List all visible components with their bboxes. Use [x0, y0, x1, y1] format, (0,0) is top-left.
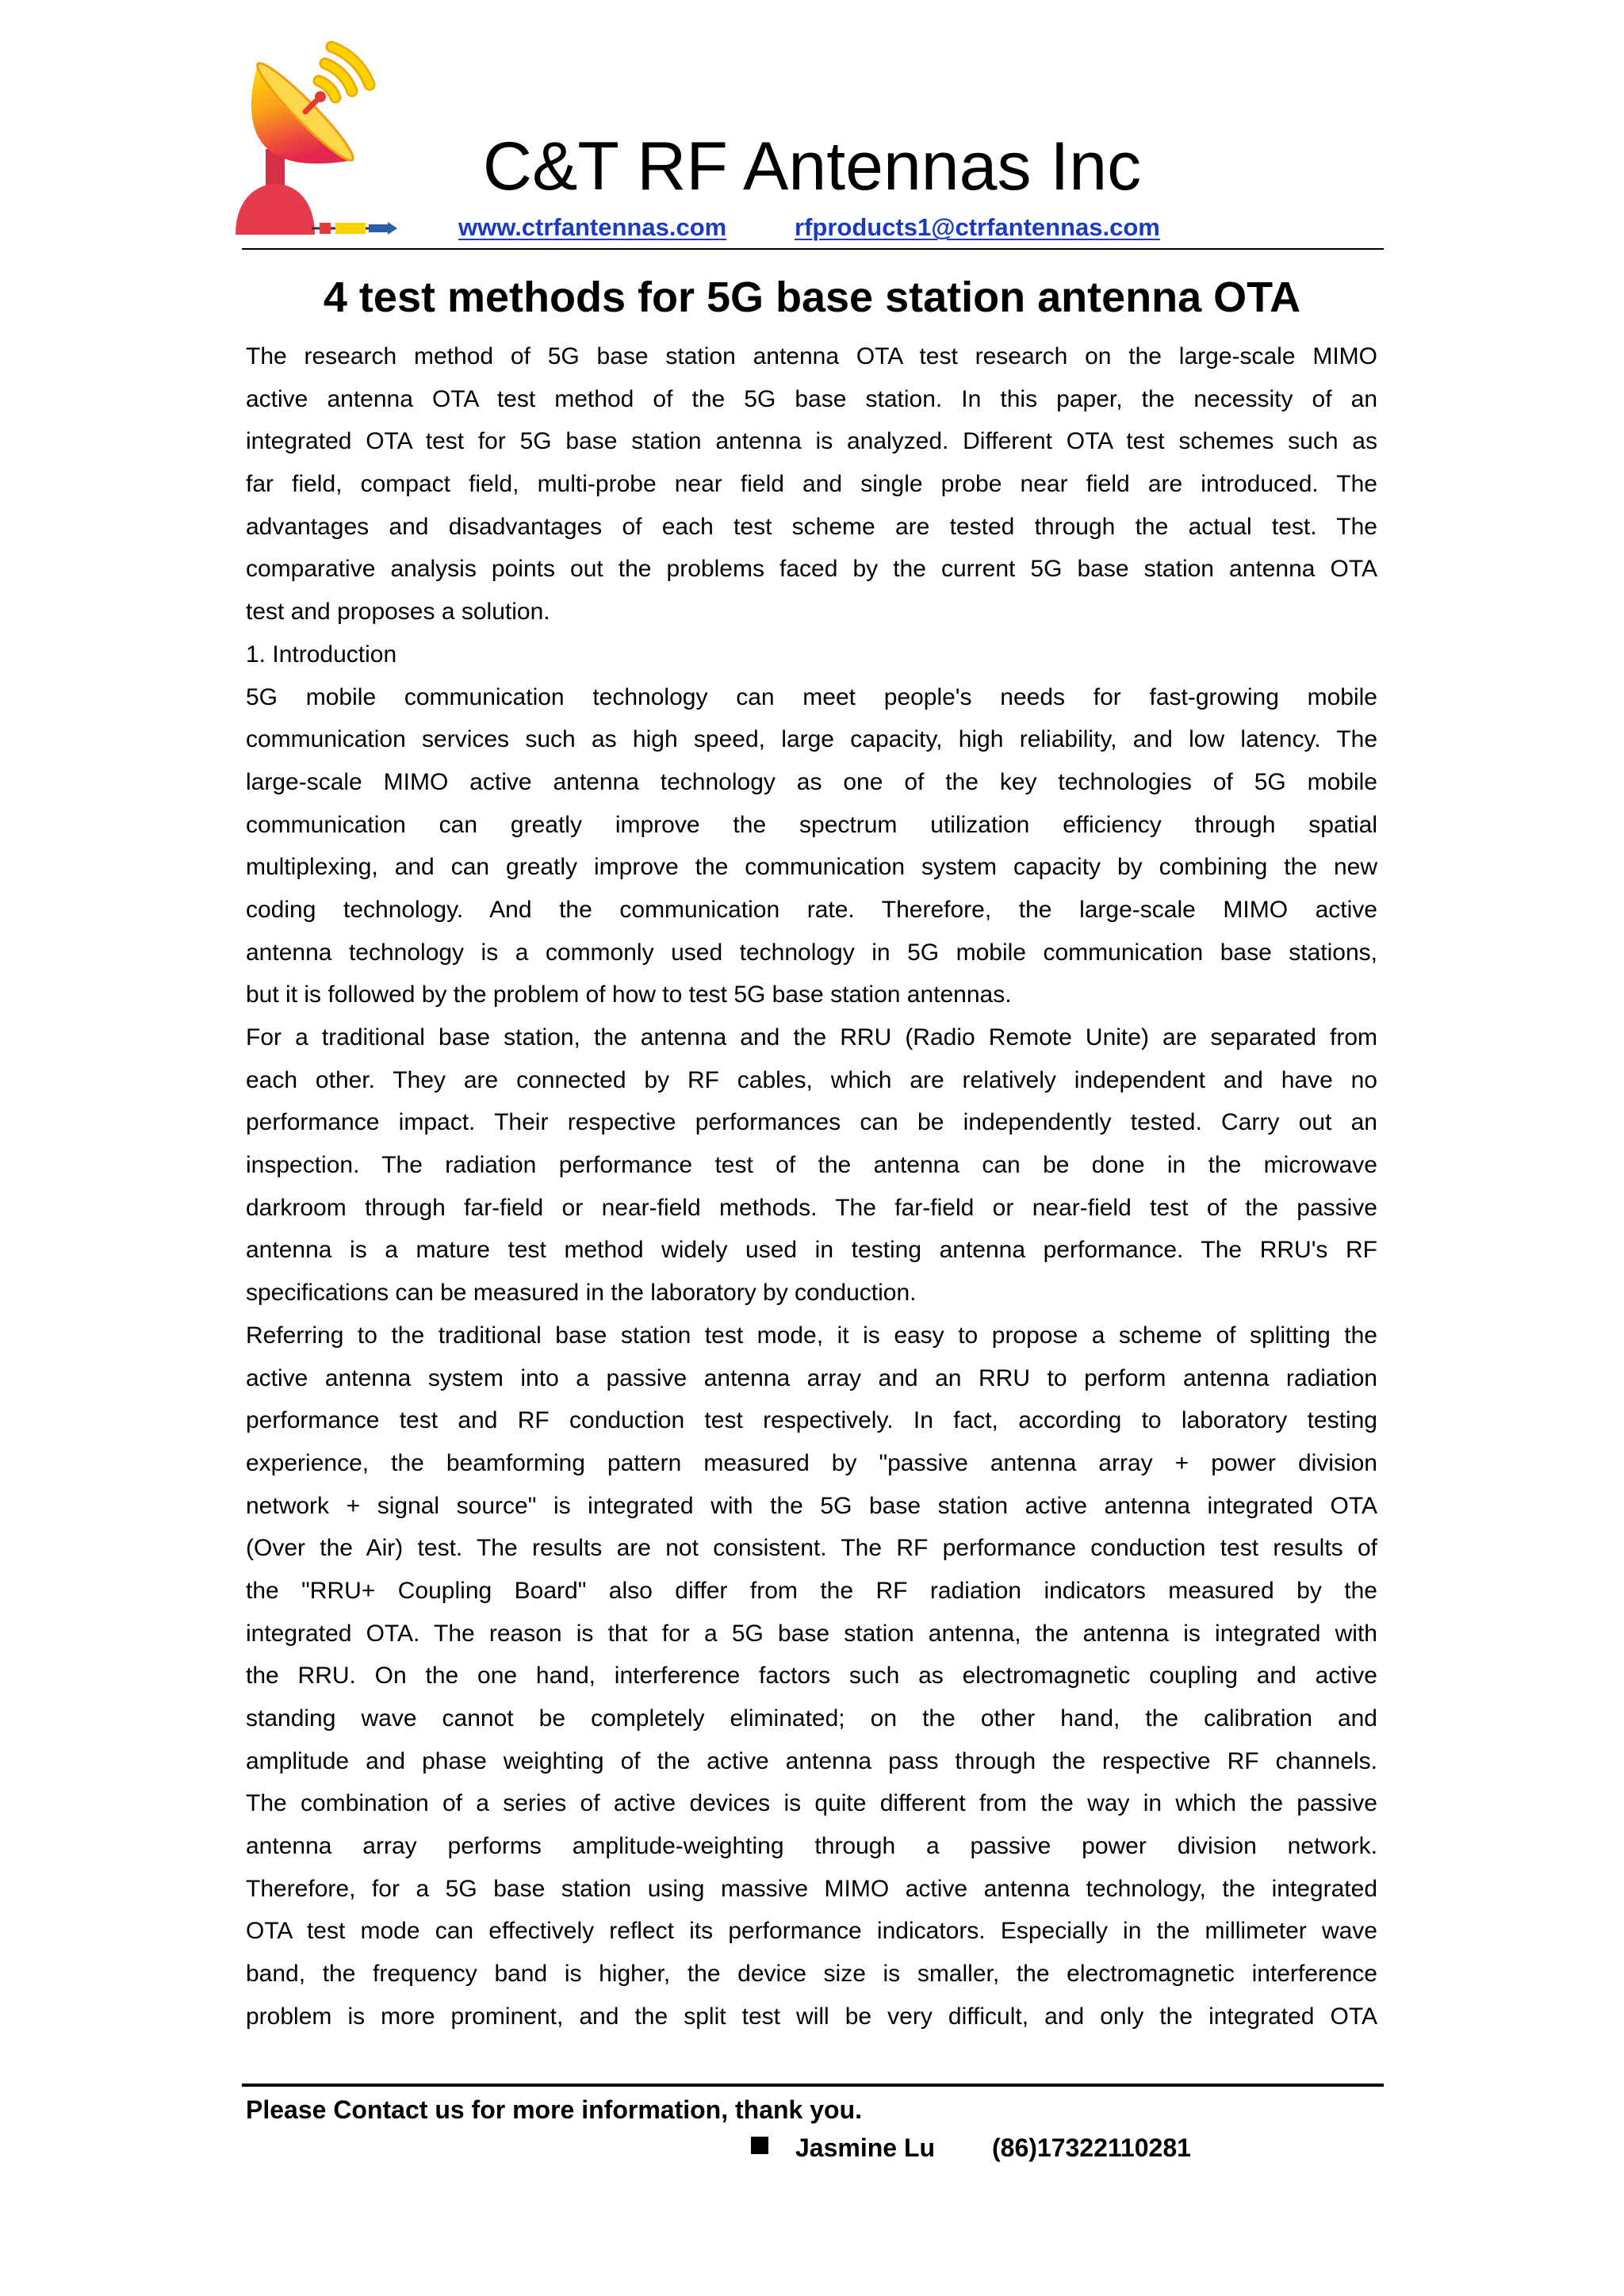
text-line: 5G mobile communication technology can meet people's needs for fast-growing mobile — [246, 683, 1377, 710]
section-heading: 1. Introduction — [246, 641, 397, 668]
text-line: Referring to the traditional base station test mode, it is easy to propose a scheme of splitting the — [246, 1322, 1377, 1349]
text-line: inspection. The radiation performance test of the antenna can be done in the microwave — [246, 1152, 1377, 1179]
cable-icon — [312, 222, 397, 235]
text-line: active antenna system into a passive antenna array and an RRU to perform antenna radiation — [246, 1364, 1377, 1391]
text-line: problem is more prominent, and the split test will be very difficult, and only the integrated OTA — [246, 2003, 1377, 2030]
text-line: coding technology. And the communication rate. Therefore, the large-scale MIMO active — [246, 896, 1377, 923]
body-paragraph — [246, 676, 1377, 1017]
text-line: amplitude and phase weighting of the active antenna pass through the respective RF channels. — [246, 1747, 1377, 1774]
text-line: the RRU. On the one hand, interference factors such as electromagnetic coupling and active — [246, 1663, 1377, 1689]
text-line: For a traditional base station, the antenna and the RRU (Radio Remote Unite) are separated from — [246, 1024, 1377, 1050]
text-line: band, the frequency band is higher, the device size is smaller, the electromagnetic interference — [246, 1961, 1377, 1988]
text-line: active antenna OTA test method of the 5G base station. In this paper, the necessity of an — [246, 385, 1377, 412]
text-line: antenna array performs amplitude-weighting through a passive power division network. — [246, 1833, 1377, 1860]
signal-waves-icon — [319, 47, 370, 98]
text-line: standing wave cannot be completely eliminated; on the other hand, the calibration and — [246, 1705, 1377, 1732]
email-link[interactable]: rfproducts1@ctrfantennas.com — [795, 213, 1160, 241]
text-line: Therefore, for a 5G base station using massive MIMO active antenna technology, the integrated — [246, 1875, 1377, 1902]
contact-phone: (86)17322110281 — [992, 2133, 1191, 2162]
text-line: performance test and RF conduction test respectively. In fact, according to laboratory testing — [246, 1407, 1377, 1434]
text-line: multiplexing, and can greatly improve the communication system capacity by combining the new — [246, 854, 1377, 881]
text-line: The combination of a series of active devices is quite different from the way in which the passive — [246, 1790, 1377, 1817]
text-line: test and proposes a solution. — [246, 599, 550, 626]
text-line: but it is followed by the problem of how to test 5G base station antennas. — [246, 982, 1012, 1008]
text-line: far field, compact field, multi-probe near field and single probe near field are introduced. The — [246, 471, 1377, 498]
text-line: communication services such as high speed, large capacity, high reliability, and low latency. The — [246, 726, 1377, 753]
text-line: OTA test mode can effectively reflect its performance indicators. Especially in the millimeter wave — [246, 1918, 1377, 1945]
text-line: the "RRU+ Coupling Board" also differ from the RF radiation indicators measured by the — [246, 1577, 1377, 1604]
document-title: 4 test methods for 5G base station antenna OTA — [323, 274, 1301, 321]
text-line: The research method of 5G base station antenna OTA test research on the large-scale MIMO — [246, 343, 1377, 369]
website-link[interactable]: www.ctrfantennas.com — [458, 213, 727, 241]
section-body — [246, 676, 1377, 2038]
header-divider — [242, 248, 1384, 250]
text-line: communication can greatly improve the spectrum utilization efficiency through spatial — [246, 811, 1377, 838]
text-line: (Over the Air) test. The results are not consistent. The RF performance conduction test results of — [246, 1535, 1377, 1562]
text-line: network + signal source" is integrated with the 5G base station active antenna integrated OTA — [246, 1492, 1377, 1519]
footer-divider — [242, 2084, 1384, 2087]
contact-note: Please Contact us for more information, thank you. — [246, 2095, 863, 2124]
contact-name: Jasmine Lu — [795, 2133, 936, 2162]
text-line: performance impact. Their respective performances can be independently tested. Carry out an — [246, 1109, 1377, 1136]
text-line: experience, the beamforming pattern measured by "passive antenna array + power division — [246, 1449, 1377, 1476]
text-line: advantages and disadvantages of each test scheme are tested through the actual test. The — [246, 513, 1377, 540]
company-name: C&T RF Antennas Inc — [482, 128, 1142, 205]
text-line: large-scale MIMO active antenna technology as one of the key technologies of 5G mobile — [246, 768, 1377, 795]
text-line: antenna is a mature test method widely used in testing antenna performance. The RRU's RF — [246, 1237, 1377, 1264]
text-line: specifications can be measured in the laboratory by conduction. — [246, 1280, 917, 1307]
body-paragraph — [246, 1016, 1377, 1314]
text-line: darkroom through far-field or near-field methods. The far-field or near-field test of the passive — [246, 1194, 1377, 1221]
document-body — [246, 335, 1377, 2038]
text-line: each other. They are connected by RF cables, which are relatively independent and have no — [246, 1066, 1377, 1093]
abstract-paragraph — [246, 335, 1377, 633]
text-line: integrated OTA test for 5G base station antenna is analyzed. Different OTA test schemes such as — [246, 428, 1377, 455]
text-line: comparative analysis points out the problems faced by the current 5G base station antenna OTA — [246, 556, 1377, 583]
square-bullet-icon — [751, 2137, 768, 2154]
text-line: integrated OTA. The reason is that for a 5G base station antenna, the antenna is integrated with — [246, 1620, 1377, 1647]
text-line: antenna technology is a commonly used technology in 5G mobile communication base stations, — [246, 939, 1377, 966]
body-paragraph — [246, 1314, 1377, 2038]
